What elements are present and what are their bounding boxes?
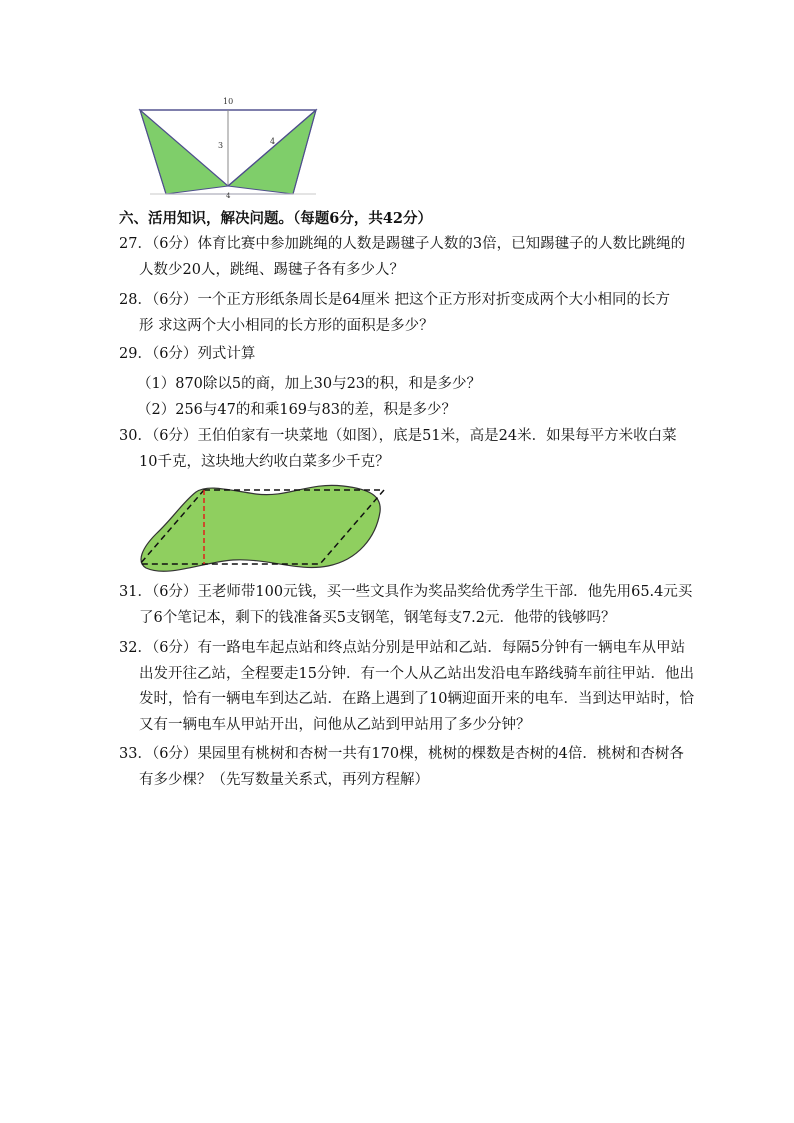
question-28 (119, 288, 670, 339)
question-text-cont: 10千克，这块地大约收白菜多少千克？ (139, 453, 390, 470)
question-text: 体育比赛中参加跳绳的人数是踢毽子人数的3倍，已知踢毽子的人数比跳绳的 (197, 236, 686, 252)
question-number: 30．（6分） (119, 428, 198, 444)
question-33 (119, 742, 684, 793)
vegetable-field-figure (138, 482, 386, 574)
question-text-cont: 了6个笔记本，剩下的钱准备买5支钢笔，钢笔每支7.2元．他带的钱够吗？ (139, 609, 616, 626)
question-30 (119, 424, 677, 475)
question-number: 27．（6分） (119, 236, 198, 252)
question-text: 果园里有桃树和杏树一共有170棵，桃树的棵数是杏树的4倍．桃树和杏树各 (197, 746, 684, 762)
label-top: 10 (223, 97, 234, 106)
question-31 (119, 580, 692, 631)
question-text: 有一路电车起点站和终点站分别是甲站和乙站．每隔5分钟有一辆电车从甲站 (197, 640, 686, 656)
question-number: 31．（6分） (119, 584, 198, 600)
question-29 (119, 342, 255, 368)
label-bottom: 4 (226, 192, 231, 200)
question-text-cont: 人数少20人，跳绳、踢毽子各有多少人？ (139, 261, 404, 278)
section-title: 六、活用知识，解决问题。（每题6分，共42分） (119, 210, 433, 227)
label-height: 3 (218, 141, 224, 150)
question-text-cont: 有多少棵？（先写数量关系式，再列方程解） (139, 771, 429, 788)
question-number: 33．（6分） (119, 746, 198, 762)
question-text-cont: 形 求这两个大小相同的长方形的面积是多少？ (139, 317, 434, 334)
question-29-sub-1: （1）870除以5的商，加上30与23的积，和是多少？ (137, 376, 482, 392)
question-text: 列式计算 (197, 346, 256, 362)
label-side: 4 (270, 137, 276, 146)
question-text: 王老师带100元钱，买一些文具作为奖品奖给优秀学生干部．他先用65.4元买 (197, 584, 693, 600)
question-text-cont: 又有一辆电车从甲站开出，问他从乙站到甲站用了多少分钟？ (139, 716, 531, 733)
question-text: 一个正方形纸条周长是64厘米 把这个正方形对折变成两个大小相同的长方 (197, 292, 670, 308)
trapezoid-figure (138, 92, 320, 200)
question-number: 32．（6分） (119, 640, 198, 656)
question-27 (119, 232, 685, 283)
question-text: 王伯伯家有一块菜地（如图），底是51米，高是24米．如果每平方米收白菜 (197, 428, 677, 444)
question-text-cont: 出发开往乙站，全程要走15分钟．有一个人从乙站出发沿电车路线骑车前往甲站．他出 (139, 665, 694, 682)
question-text-cont: 发时，恰有一辆电车到达乙站．在路上遇到了10辆迎面开来的电车．当到达甲站时，恰 (139, 691, 694, 707)
question-number: 29．（6分） (119, 346, 198, 362)
question-32 (119, 636, 694, 738)
question-29-sub-2: （2）256与47的和乘169与83的差，积是多少？ (137, 402, 456, 418)
question-number: 28．（6分） (119, 292, 198, 308)
field-shape (141, 485, 380, 571)
